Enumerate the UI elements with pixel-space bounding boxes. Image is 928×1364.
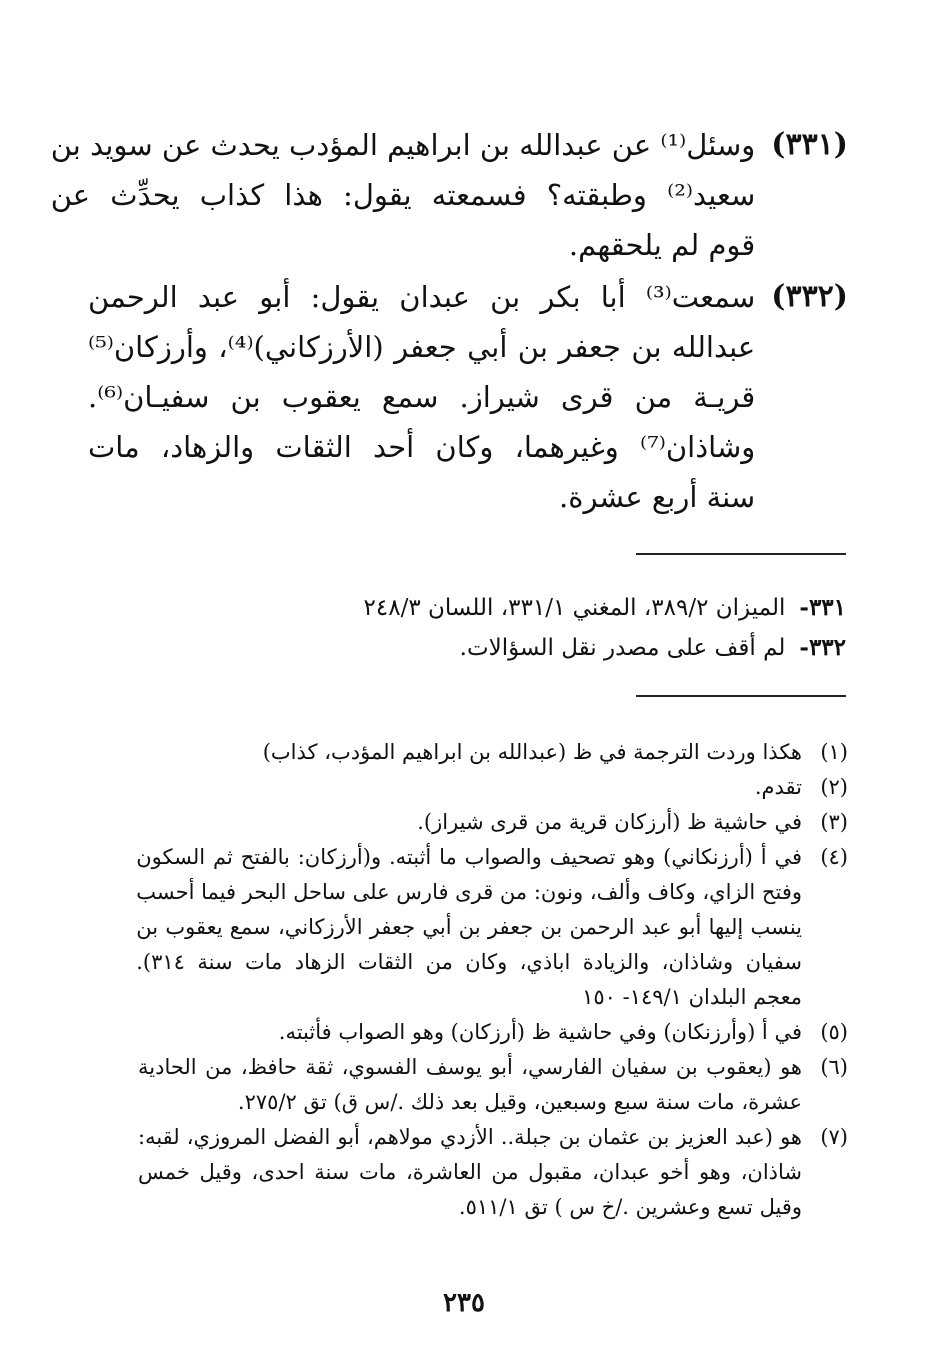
page-number: ٢٣٥ — [443, 1288, 485, 1318]
source-number: ٣٣٢- — [799, 634, 846, 661]
footnote-line: سفيان وشاذان، والزيادة اباذي، وكان من الثقات الزهاد مات سنة ٣١٤). — [136, 950, 802, 974]
footnote-line: في حاشية ظ (أرزكان قرية من قرى شيراز). — [417, 810, 802, 834]
entry-line: وشاذان⁽⁷⁾ وغيرهما، وكان أحد الثقات والزهاد، مات — [88, 430, 756, 464]
entry-331 — [50, 120, 848, 270]
footnote-line: هكذا وردت الترجمة في ظ (عبدالله بن ابراهيم المؤدب، كذاب) — [262, 740, 802, 764]
footnotes-list — [138, 735, 848, 1225]
footnote-number: (٣) — [820, 810, 848, 834]
footnote-line: شاذان، وهو أخو عبدان، مقبول من العاشرة، مات سنة احدى، وقيل خمس — [138, 1160, 802, 1184]
entry-line: عبدالله بن جعفر بن أبي جعفر (الأرزكاني)⁽⁴⁾، وأرزكان⁽⁵⁾ — [88, 330, 756, 364]
entry-line: قوم لم يلحقهم. — [568, 228, 756, 262]
source-text: لم أقف على مصدر نقل السؤالات. — [459, 635, 786, 661]
footnote-number: (٦) — [820, 1055, 848, 1079]
entry-line: سنة أربع عشرة. — [559, 480, 756, 514]
divider-rule — [636, 553, 846, 555]
footnote-line: هو (يعقوب بن سفيان الفارسي، أبو يوسف الفسوي، ثقة حافظ، من الحادية — [138, 1055, 802, 1079]
entry-number: (٣٣٢) — [771, 279, 848, 314]
entry-line: قريـة من قرى شيراز. سمع يعقوب بن سفيـان⁽⁶⁾. — [88, 380, 756, 414]
footnote-line: ينسب إليها أبو عبد الرحمن بن جعفر بن أبي جعفر الأرزكاني، سمع يعقوب بن — [136, 915, 802, 939]
source-331 — [146, 588, 846, 628]
source-number: ٣٣١- — [799, 594, 846, 621]
entry-line: سمعت⁽³⁾ أبا بكر بن عبدان يقول: أبو عبد الرحمن — [88, 280, 756, 314]
entry-line: سعيد⁽²⁾ وطبقته؟ فسمعته يقول: هذا كذاب يحدِّث عن — [50, 178, 756, 212]
footnote-2 — [138, 770, 848, 805]
entry-332 — [88, 272, 848, 522]
footnote-line: وقيل تسع وعشرين ./خ س ) تق ٥١١/١. — [458, 1195, 802, 1219]
footnote-number: (٧) — [820, 1125, 848, 1149]
footnote-line: هو (عبد العزيز بن عثمان بن جبلة.. الأزدي مولاهم، أبو الفضل المروزي، لقبه: — [138, 1125, 802, 1149]
footnote-7 — [138, 1120, 848, 1225]
footnote-line: في أ (أرزنكاني) وهو تصحيف والصواب ما أثبته. و(أرزكان: بالفتح ثم السكون — [136, 845, 802, 869]
footnote-number: (٤) — [820, 845, 848, 869]
footnote-line: عشرة، مات سنة سبع وسبعين، وقيل بعد ذلك ./س ق) تق ٢٧٥/٢. — [237, 1090, 802, 1114]
footnote-line: في أ (وأرزنكان) وفي حاشية ظ (أرزكان) وهو الصواب فأثبته. — [278, 1020, 802, 1044]
footnote-1 — [138, 735, 848, 770]
source-text: الميزان ٣٨٩/٢، المغني ٣٣١/١، اللسان ٢٤٨/٣ — [363, 595, 786, 621]
footnote-4 — [138, 840, 848, 1015]
entry-text — [88, 272, 755, 522]
entry-text — [51, 120, 756, 270]
footnote-number: (١) — [820, 740, 848, 764]
divider-rule — [636, 695, 846, 697]
footnote-number: (٢) — [820, 775, 848, 799]
footnote-number: (٥) — [820, 1020, 848, 1044]
footnote-6 — [138, 1050, 848, 1120]
footnote-line: وفتح الزاي، وكاف وألف، ونون: من قرى فارس على ساحل البحر فيما أحسب — [136, 880, 802, 904]
footnote-3 — [138, 805, 848, 840]
entry-number: (٣٣١) — [771, 127, 848, 162]
sources-list — [146, 588, 846, 668]
entry-line: وسئل⁽¹⁾ عن عبدالله بن ابراهيم المؤدب يحدث عن سويد بن — [50, 128, 756, 162]
source-332 — [146, 628, 846, 668]
footnote-line: معجم البلدان ١٤٩/١- ١٥٠ — [582, 985, 802, 1009]
footnote-5 — [138, 1015, 848, 1050]
footnote-line: تقدم. — [754, 775, 802, 799]
